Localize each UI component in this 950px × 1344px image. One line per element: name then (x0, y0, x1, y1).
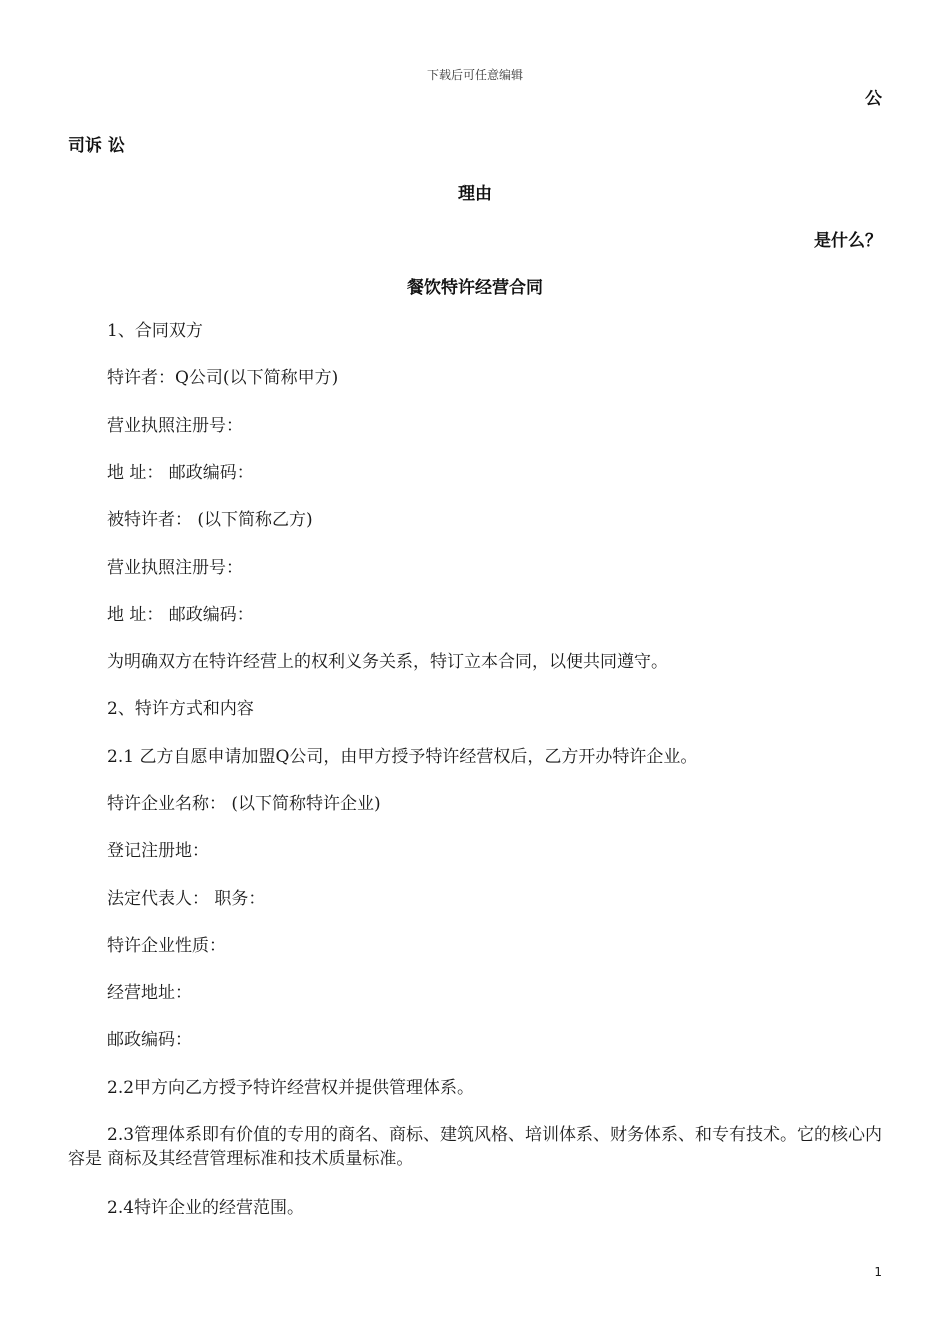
paragraph-7: 地 址： 邮政编码： (107, 605, 254, 625)
page-number: 1 (874, 1265, 882, 1279)
paragraph-12: 登记注册地： (107, 841, 209, 861)
paragraph-6: 营业执照注册号： (107, 558, 243, 578)
paragraph-2: 特许者：Q公司(以下简称甲方) (107, 368, 339, 388)
paragraph-17: 2.2甲方向乙方授予特许经营权并提供管理体系。 (107, 1078, 475, 1098)
paragraph-14: 特许企业性质： (107, 936, 226, 956)
paragraph-18: 2.3管理体系即有价值的专用的商名、商标、建筑风格、培训体系、财务体系、和专有技术。它的核心内容是 商标及其经营管理标准和技术质量标准。 (68, 1125, 883, 1169)
paragraph-16: 邮政编码： (107, 1030, 192, 1050)
paragraph-5: 被特许者： (以下简称乙方) (107, 510, 313, 530)
paragraph-8: 为明确双方在特许经营上的权利义务关系，特订立本合同，以便共同遵守。 (107, 652, 668, 672)
document-title: 餐饮特许经营合同 (407, 278, 543, 298)
paragraph-11: 特许企业名称： (以下简称特许企业) (107, 794, 381, 814)
paragraph-13: 法定代表人： 职务： (107, 889, 266, 909)
heading-shishenme: 是什么？ (814, 231, 882, 251)
heading-sisu: 司诉 讼 (68, 136, 125, 156)
paragraph-19: 2.4特许企业的经营范围。 (107, 1198, 305, 1218)
paragraph-1: 1、合同双方 (107, 321, 203, 341)
paragraph-9: 2、特许方式和内容 (107, 699, 254, 719)
heading-gong: 公 (865, 89, 882, 109)
header-note: 下载后可任意编辑 (426, 68, 523, 82)
paragraph-15: 经营地址： (107, 983, 192, 1003)
heading-liyou: 理由 (458, 184, 492, 204)
paragraph-10: 2.1 乙方自愿申请加盟Q公司，由甲方授予特许经营权后，乙方开办特许企业。 (107, 747, 698, 767)
paragraph-4: 地 址： 邮政编码： (107, 463, 254, 483)
paragraph-3: 营业执照注册号： (107, 416, 243, 436)
